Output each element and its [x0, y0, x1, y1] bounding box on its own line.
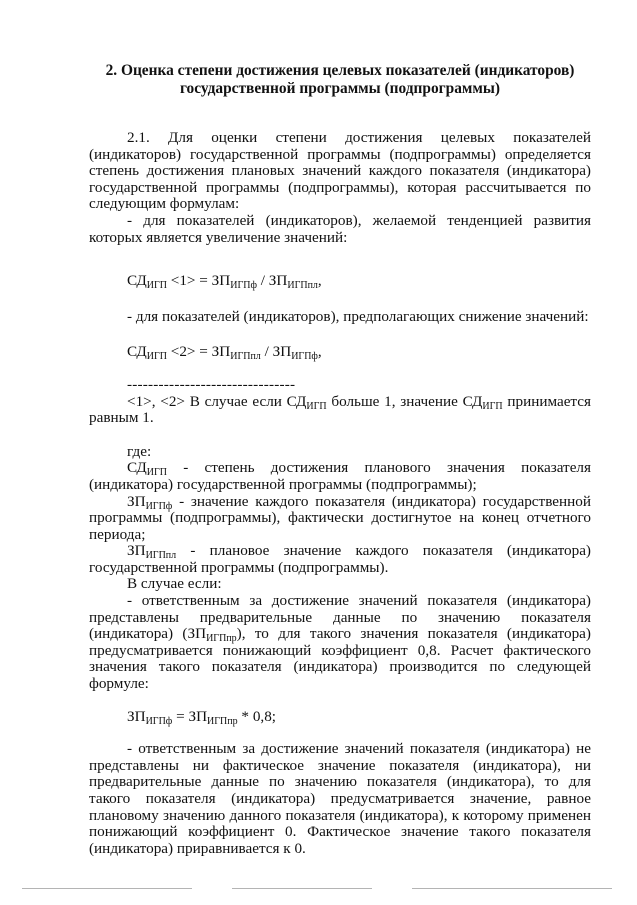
document-page — [89, 62, 591, 857]
footnote-separator: -------------------------------- — [127, 375, 296, 393]
scan-mark-2 — [232, 888, 372, 889]
section-heading-line-1: 2. Оценка степени достижения целевых показателей (индикаторов) — [105, 62, 575, 79]
scan-mark-3 — [412, 888, 612, 889]
section-heading — [89, 62, 591, 97]
definition-zp-fact: $ЗП_{ИГПф}$ - значение каждого показателя (индикатора) государственной программы (подпрограммы), фактически достигнутое на конец отчетного периода; — [89, 492, 591, 543]
formula-preliminary: $ЗП_{ИГПф} = ЗП_{ИГПпр} * 0,8$; — [127, 707, 277, 727]
definition-sd: $СД_{ИГП}$ - степень достижения планового значения показателя (индикатора) государственной программы (подпрограммы); — [89, 459, 591, 493]
footnote-text: <1>, <2> В случае если $СД_{ИГП}$ больше 1, значение $СД_{ИГП}$ принимается равным 1. — [89, 392, 591, 427]
preliminary-data-paragraph: - ответственным за достижение значений показателя (индикатора) представлены предварительные данные по значению показателя (индикатора) $(ЗП_{ИГПпр})$, то для такого значения показателя (индикатора) предусматривается понижающий коэффициент 0,8. Расчет фактического значения такого показателя (индикатора) производится по следующей формуле: — [89, 592, 591, 693]
where-label: где: — [127, 442, 152, 460]
no-data-paragraph: - ответственным за достижение значений показателя (индикатора) не представлены ни фактическое значение показателя (индикатора), ни предварительные данные по значению показателя (индикатора), то для такого показателя (индикатора) предусматривается значение, равное плановому значению данного показателя (индикатора), к которому применен понижающий коэффициент 0. Фактическое значение такого показателя (индикатора) приравнивается к 0. — [89, 740, 591, 857]
section-heading-line-2: государственной программы (подпрограммы) — [179, 79, 501, 97]
intro-paragraph: 2.1. Для оценки степени достижения целевых показателей (индикаторов) государственной программы (подпрограммы) определяется степень достижения плановых значений каждого показателя (индикатора) государственной программы (подпрограммы), которая рассчитывается по следующим формулам: — [89, 129, 591, 213]
scan-edge-marks — [0, 888, 637, 894]
if-case-label: В случае если: — [127, 575, 222, 593]
case-increase-paragraph: - для показателей (индикаторов), желаемой тенденцией развития которых является увеличение значений: — [89, 211, 591, 246]
formula-decrease: $СД_{ИГП} <2> = ЗП_{ИГПпл} / ЗП_{ИГПф}$, — [127, 343, 322, 363]
definition-zp-plan: $ЗП_{ИГПпл}$ - плановое значение каждого показателя (индикатора) государственной программы (подпрограммы). — [89, 542, 591, 576]
formula-increase: $СД_{ИГП} <1> = ЗП_{ИГПф} / ЗП_{ИГПпл}$, — [127, 272, 322, 292]
scan-mark-1 — [22, 888, 192, 889]
case-decrease-paragraph: - для показателей (индикаторов), предполагающих снижение значений: — [127, 307, 589, 325]
